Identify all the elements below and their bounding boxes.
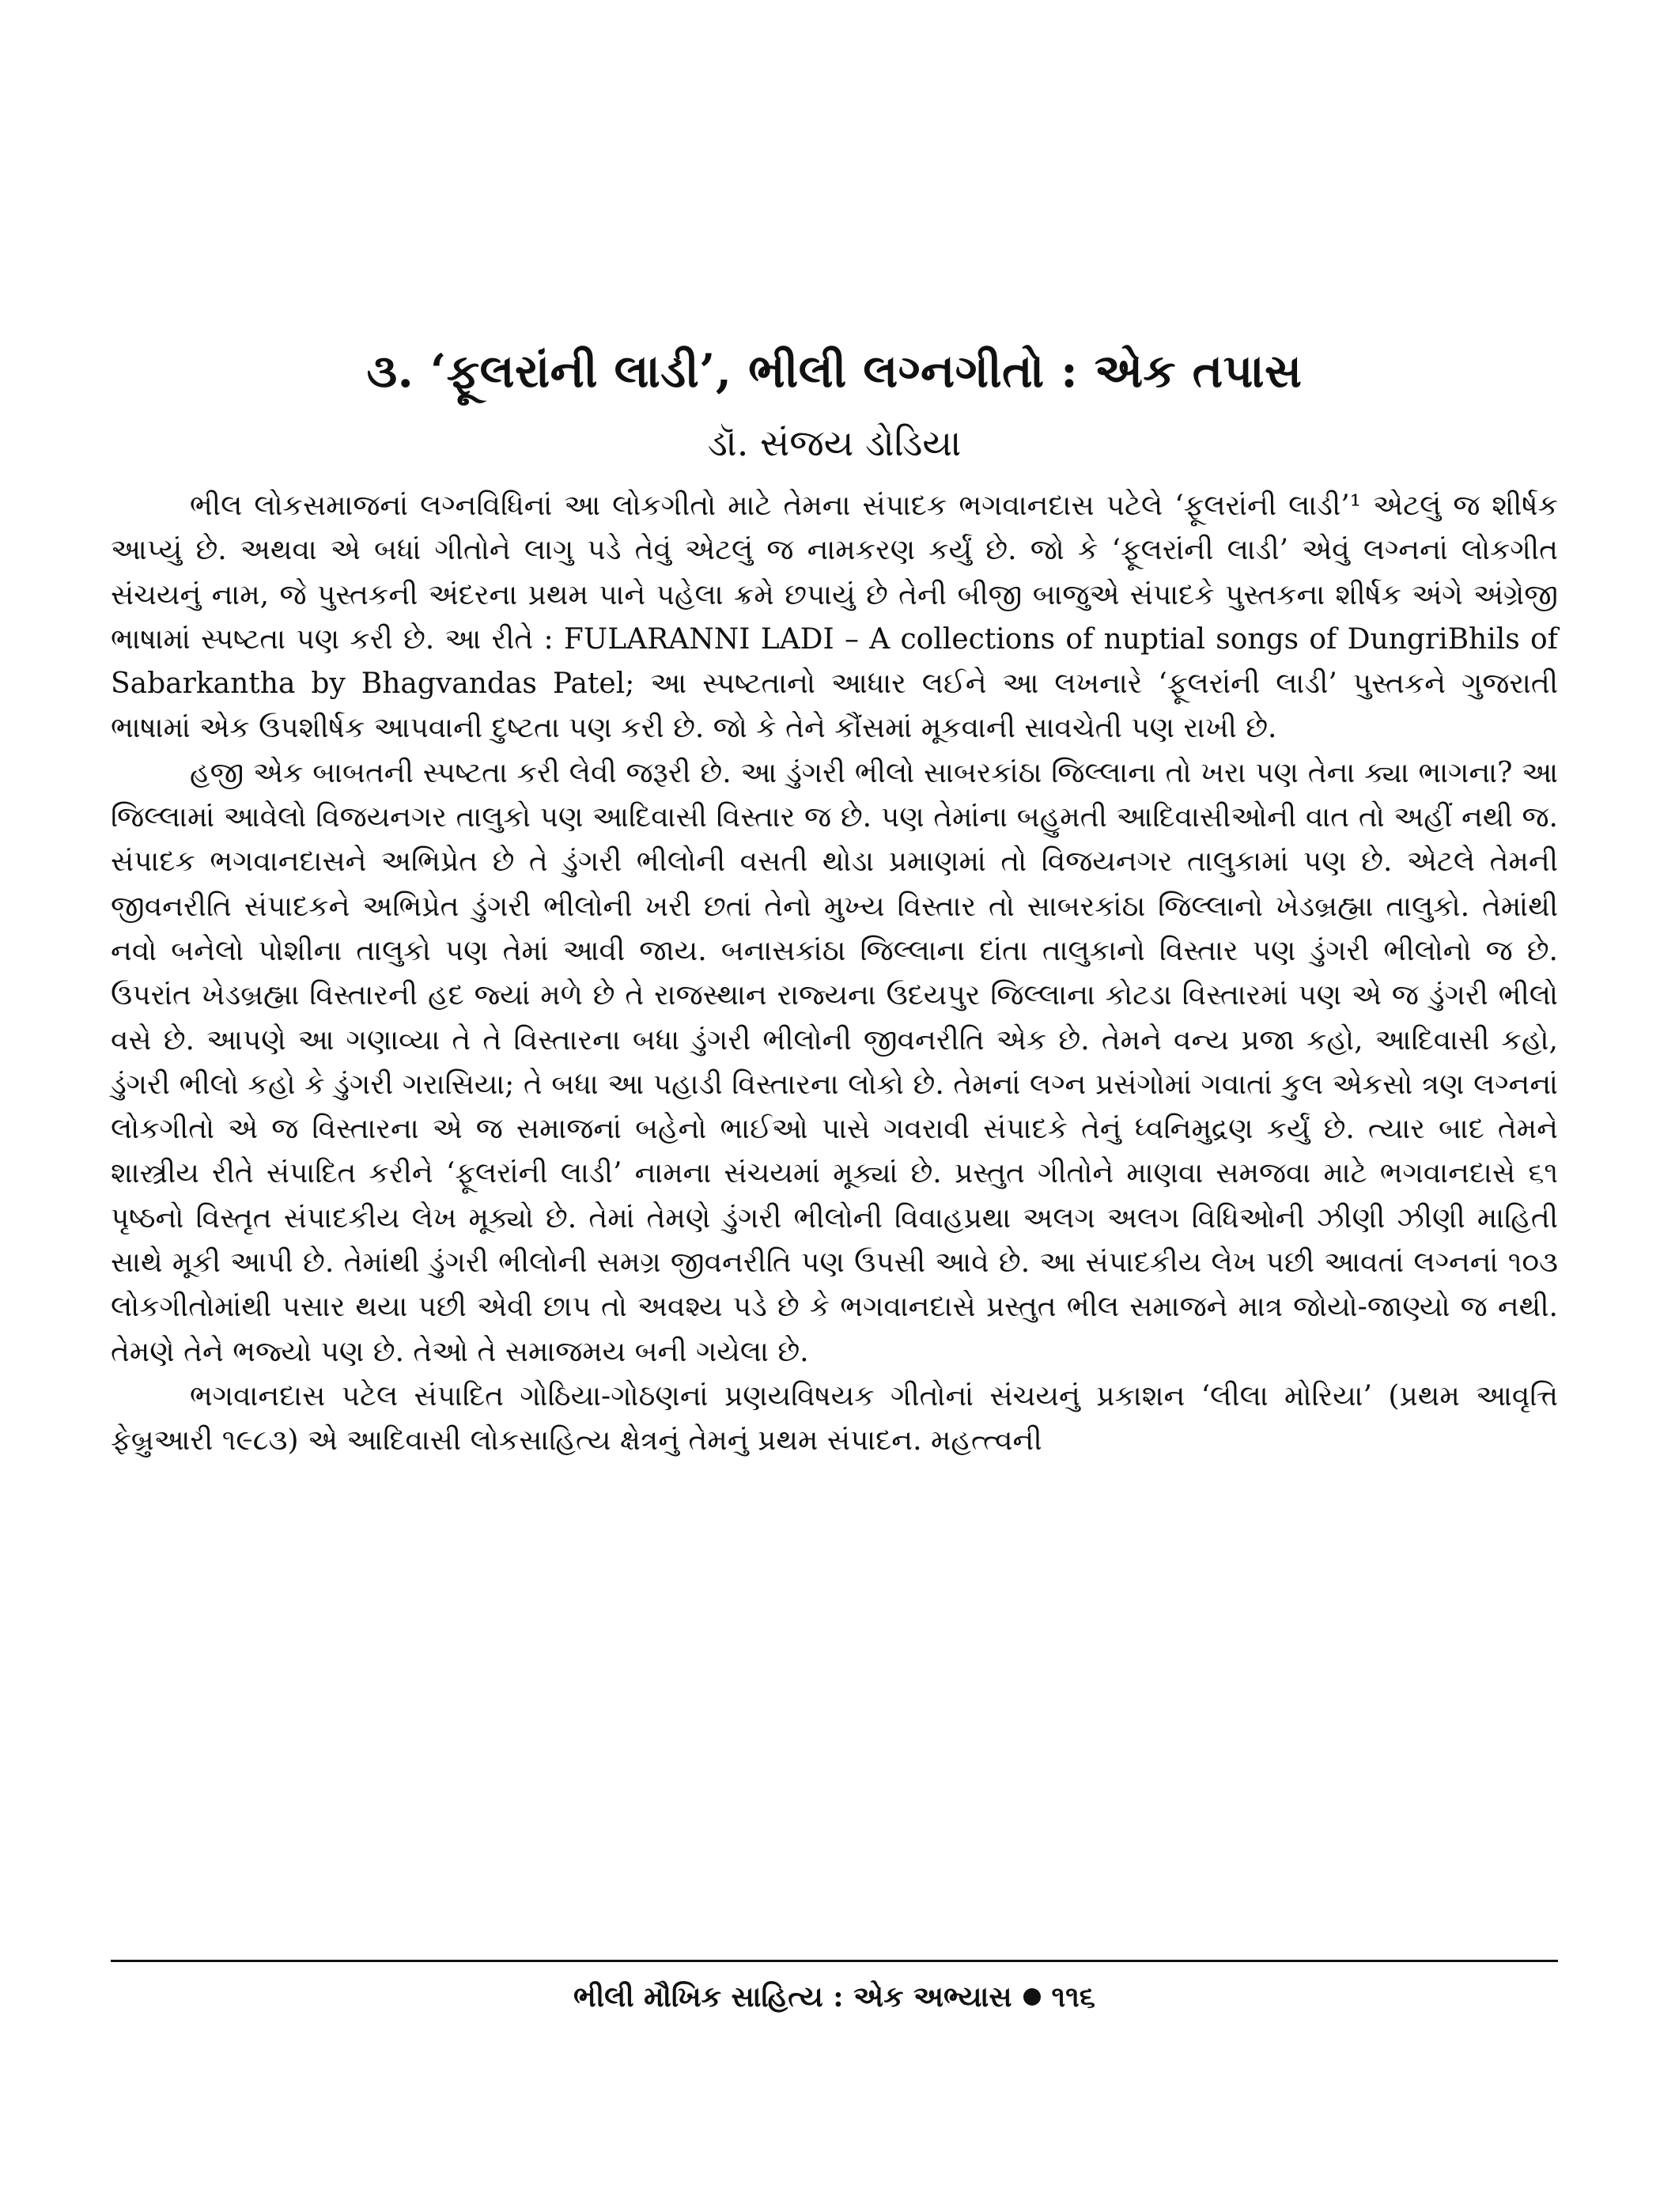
paragraph-3: ભગવાનદાસ પટેલ સંપાદિત ગોઠિયા-ગોઠણનાં પ્રણયવિષયક ગીતોનાં સંચયનું પ્રકાશન ‘લીલા મોરિયા’ (પ્રથમ આવૃત્તિ ફેબ્રુઆરી ૧૯૮૩) એ આદિવાસી લોકસાહિત્ય ક્ષેત્રનું તેમનું પ્રથમ સંપાદન. મહત્ત્વની — [111, 1379, 1558, 1458]
footer-book-title: ભીલી મૌખિક સાહિત્ય : એક અભ્યાસ — [573, 1980, 1012, 2013]
chapter-title: ૩. ‘ફૂલરાંની લાડી’, ભીલી લગ્નગીતો : એક તપાસ — [366, 343, 1303, 398]
bullet-icon — [1023, 1988, 1041, 2006]
footer-divider — [111, 1960, 1558, 1962]
page-footer — [111, 1977, 1558, 2017]
article-body — [111, 484, 1558, 1464]
paragraph-1: ભીલ લોકસમાજનાં લગ્નવિધિનાં આ લોકગીતો માટે તેમના સંપાદક ભગવાનદાસ પટેલે ‘ફૂલરાંની લાડી’¹ એટલું જ શીર્ષક આપ્યું છે. અથવા એ બધાં ગીતોને લાગુ પડે તેવું એટલું જ નામકરણ કર્યું છે. જો કે ‘ફૂલરાંની લાડી’ એવું લગ્નનાં લોકગીત સંચયનું નામ, જે પુસ્તકની અંદરના પ્રથમ પાને પહેલા ક્રમે છપાયું છે તેની બીજી બાજુએ સંપાદકે પુસ્તકના શીર્ષક અંગે અંગ્રેજી ભાષામાં સ્પષ્ટતા પણ કરી છે. આ રીતે : FULARANNI LADI – A collections of nuptial songs of DungriBhils of Sabarkantha by Bhagvandas Patel; આ સ્પષ્ટતાનો આધાર લઈને આ લખનારે ‘ફૂલરાંની લાડી’ પુસ્તકને ગુજરાતી ભાષામાં એક ઉપશીર્ષક આપવાની દુષ્ટતા પણ કરી છે. જો કે તેને કૌંસમાં મૂકવાની સાવચેતી પણ રાખી છે. — [111, 490, 1558, 745]
paragraph-2: હજી એક બાબતની સ્પષ્ટતા કરી લેવી જરૂરી છે. આ ડુંગરી ભીલો સાબરકાંઠા જિલ્લાના તો ખરા પણ તેના ક્યા ભાગના? આ જિલ્લામાં આવેલો વિજયનગર તાલુકો પણ આદિવાસી વિસ્તાર જ છે. પણ તેમાંના બહુમતી આદિવાસીઓની વાત તો અહીં નથી જ. સંપાદક ભગવાનદાસને અભિપ્રેત છે તે ડુંગરી ભીલોની વસતી થોડા પ્રમાણમાં તો વિજયનગર તાલુકામાં પણ છે. એટલે તેમની જીવનરીતિ સંપાદકને અભિપ્રેત ડુંગરી ભીલોની ખરી છતાં તેનો મુખ્ય વિસ્તાર તો સાબરકાંઠા જિલ્લાનો ખેડબ્રહ્મા તાલુકો. તેમાંથી નવો બનેલો પોશીના તાલુકો પણ તેમાં આવી જાય. બનાસકાંઠા જિલ્લાના દાંતા તાલુકાનો વિસ્તાર પણ ડુંગરી ભીલોનો જ છે. ઉપરાંત ખેડબ્રહ્મા વિસ્તારની હદ જ્યાં મળે છે તે રાજસ્થાન રાજ્યના ઉદયપુર જિલ્લાના કોટડા વિસ્તારમાં પણ એ જ ડુંગરી ભીલો વસે છે. આપણે આ ગણાવ્યા તે તે વિસ્તારના બધા ડુંગરી ભીલોની જીવનરીતિ એક છે. તેમને વન્ય પ્રજા કહો, આદિવાસી કહો, ડુંગરી ભીલો કહો કે ડુંગરી ગરાસિયા; તે બધા આ પહાડી વિસ્તારના લોકો છે. તેમનાં લગ્ન પ્રસંગોમાં ગવાતાં કુલ એકસો ત્રણ લગ્નનાં લોકગીતો એ જ વિસ્તારના એ જ સમાજનાં બહેનો ભાઈઓ પાસે ગવરાવી સંપાદકે તેનું ધ્વનિમુદ્રણ કર્યું છે. ત્યાર બાદ તેમને શાસ્ત્રીય રીતે સંપાદિત કરીને ‘ફૂલરાંની લાડી’ નામના સંચયમાં મૂક્યાં છે. પ્રસ્તુત ગીતોને માણવા સમજવા માટે ભગવાનદાસે ૬૧ પૃષ્ઠનો વિસ્તૃત સંપાદકીય લેખ મૂક્યો છે. તેમાં તેમણે ડુંગરી ભીલોની વિવાહપ્રથા અલગ અલગ વિધિઓની ઝીણી ઝીણી માહિતી સાથે મૂકી આપી છે. તેમાંથી ડુંગરી ભીલોની સમગ્ર જીવનરીતિ પણ ઉપસી આવે છે. આ સંપાદકીય લેખ પછી આવતાં લગ્નનાં ૧૦૩ લોકગીતોમાંથી પસાર થયા પછી એવી છાપ તો અવશ્ય પડે છે કે ભગવાનદાસે પ્રસ્તુત ભીલ સમાજને માત્ર જોયો-જાણ્યો જ નથી. તેમણે તેને ભજ્યો પણ છે. તેઓ તે સમાજમય બની ગયેલા છે. — [111, 756, 1558, 1368]
document-page — [111, 0, 1558, 2212]
chapter-author: ડૉ. સંજય ડોડિયા — [707, 422, 962, 464]
footer-page-number: ૧૧૬ — [1051, 1980, 1095, 2013]
